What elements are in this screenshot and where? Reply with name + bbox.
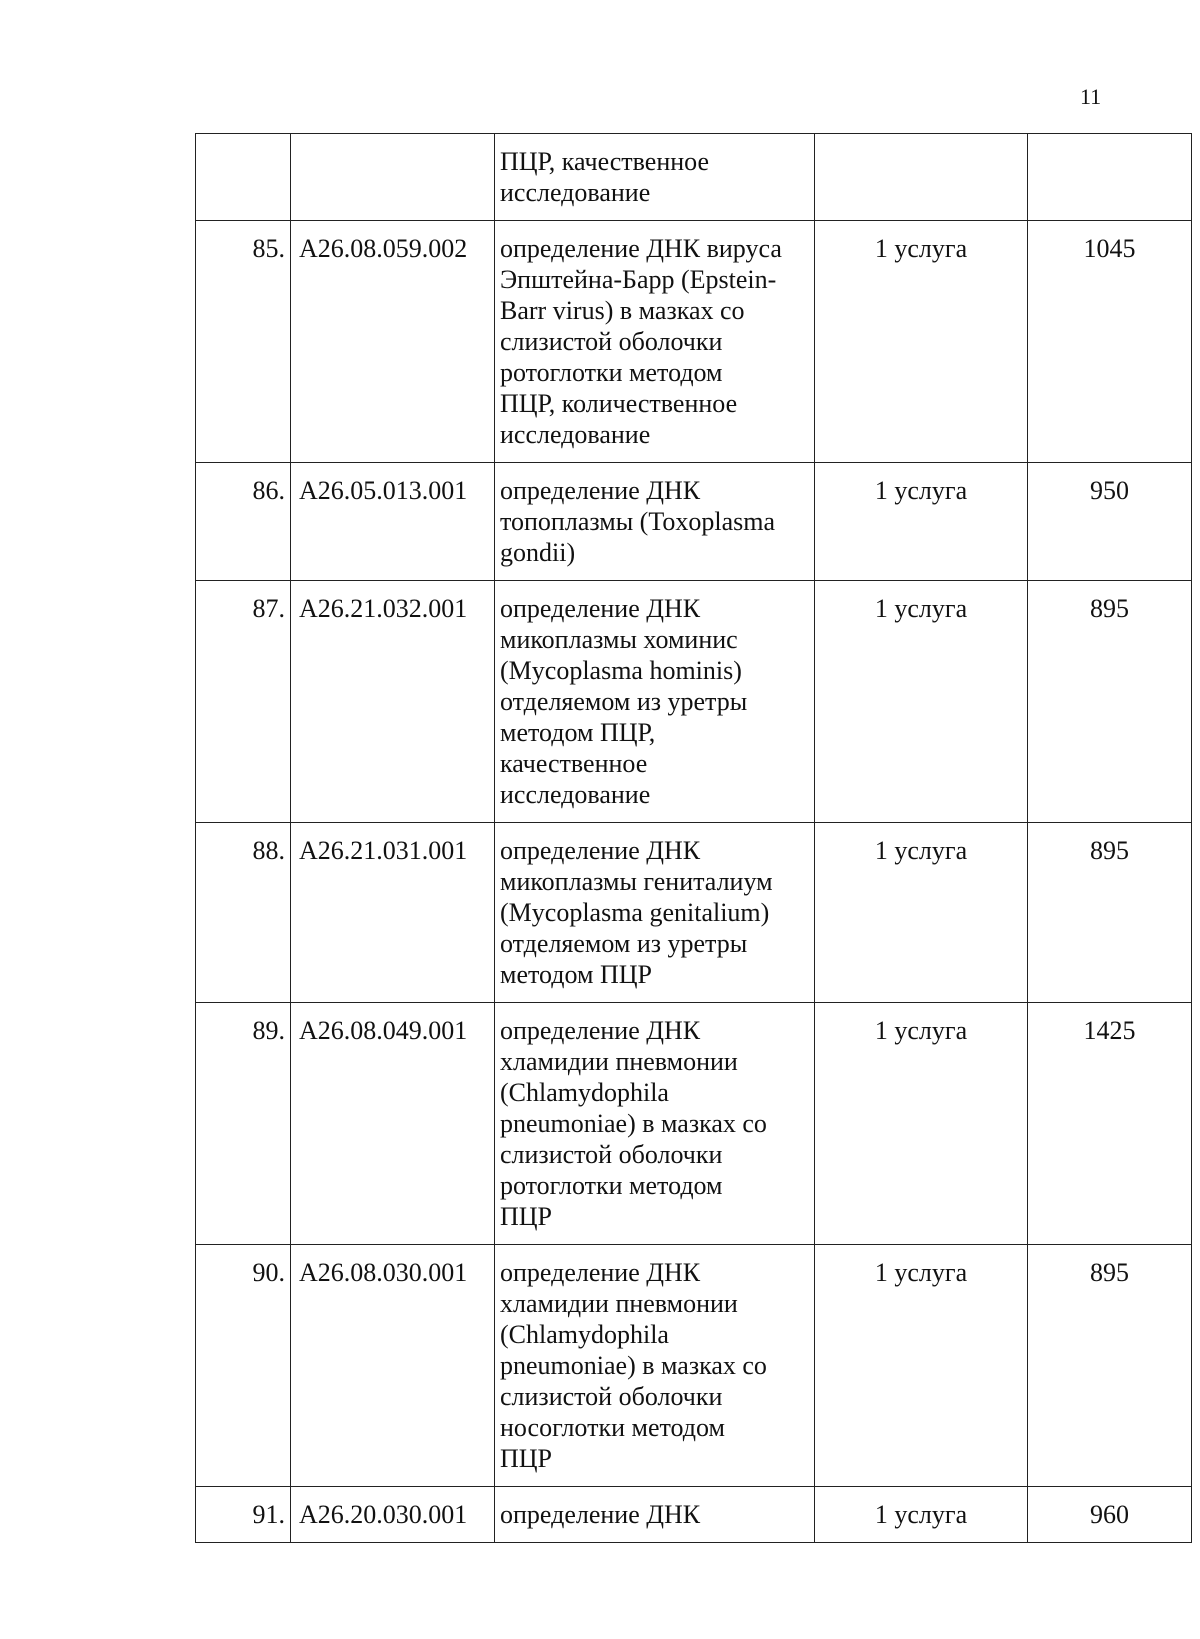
- table-row: [196, 581, 1192, 823]
- service-name-cell: определение ДНК хламидии пневмонии (Chlamydophila pneumoniae) в мазках со слизистой оболочки ротоглотки методом ПЦР: [495, 1003, 815, 1245]
- service-code-cell: А26.20.030.001: [291, 1487, 495, 1543]
- price-cell: [1028, 134, 1192, 221]
- table-row: [196, 134, 1192, 221]
- page-number: 11: [1080, 84, 1102, 109]
- table-row: [196, 1003, 1192, 1245]
- service-name-cell: ПЦР, качественное исследование: [495, 134, 815, 221]
- service-code-cell: А26.08.049.001: [291, 1003, 495, 1245]
- service-code-cell: [291, 134, 495, 221]
- table-row: [196, 221, 1192, 463]
- price-cell: 960: [1028, 1487, 1192, 1543]
- row-number-cell: 86.: [196, 463, 291, 581]
- row-number-cell: 88.: [196, 823, 291, 1003]
- service-name-cell: определение ДНК микоплазмы хоминис (Mycoplasma hominis) отделяемом из уретры методом ПЦР, качественное исследование: [495, 581, 815, 823]
- row-number-cell: 85.: [196, 221, 291, 463]
- unit-cell: 1 услуга: [815, 1487, 1028, 1543]
- price-cell: 895: [1028, 823, 1192, 1003]
- row-number-cell: [196, 134, 291, 221]
- price-cell: 1045: [1028, 221, 1192, 463]
- unit-cell: [815, 134, 1028, 221]
- unit-cell: 1 услуга: [815, 823, 1028, 1003]
- table-row: [196, 1487, 1192, 1543]
- service-code-cell: А26.21.032.001: [291, 581, 495, 823]
- services-price-table: [195, 133, 1192, 1543]
- table-row: [196, 823, 1192, 1003]
- price-cell: 895: [1028, 581, 1192, 823]
- unit-cell: 1 услуга: [815, 581, 1028, 823]
- service-code-cell: А26.08.030.001: [291, 1245, 495, 1487]
- service-code-cell: А26.21.031.001: [291, 823, 495, 1003]
- row-number-cell: 89.: [196, 1003, 291, 1245]
- service-code-cell: А26.05.013.001: [291, 463, 495, 581]
- unit-cell: 1 услуга: [815, 221, 1028, 463]
- price-cell: 950: [1028, 463, 1192, 581]
- row-number-cell: 87.: [196, 581, 291, 823]
- service-name-cell: определение ДНК вируса Эпштейна-Барр (Epstein- Barr virus) в мазках со слизистой оболочки ротоглотки методом ПЦР, количественное исследование: [495, 221, 815, 463]
- price-cell: 1425: [1028, 1003, 1192, 1245]
- table-row: [196, 463, 1192, 581]
- unit-cell: 1 услуга: [815, 1245, 1028, 1487]
- service-name-cell: определение ДНК: [495, 1487, 815, 1543]
- service-name-cell: определение ДНК микоплазмы гениталиум (Mycoplasma genitalium) отделяемом из уретры методом ПЦР: [495, 823, 815, 1003]
- unit-cell: 1 услуга: [815, 1003, 1028, 1245]
- table-row: [196, 1245, 1192, 1487]
- service-code-cell: А26.08.059.002: [291, 221, 495, 463]
- price-cell: 895: [1028, 1245, 1192, 1487]
- row-number-cell: 90.: [196, 1245, 291, 1487]
- service-name-cell: определение ДНК топоплазмы (Toxoplasma gondii): [495, 463, 815, 581]
- service-name-cell: определение ДНК хламидии пневмонии (Chlamydophila pneumoniae) в мазках со слизистой оболочки носоглотки методом ПЦР: [495, 1245, 815, 1487]
- unit-cell: 1 услуга: [815, 463, 1028, 581]
- row-number-cell: 91.: [196, 1487, 291, 1543]
